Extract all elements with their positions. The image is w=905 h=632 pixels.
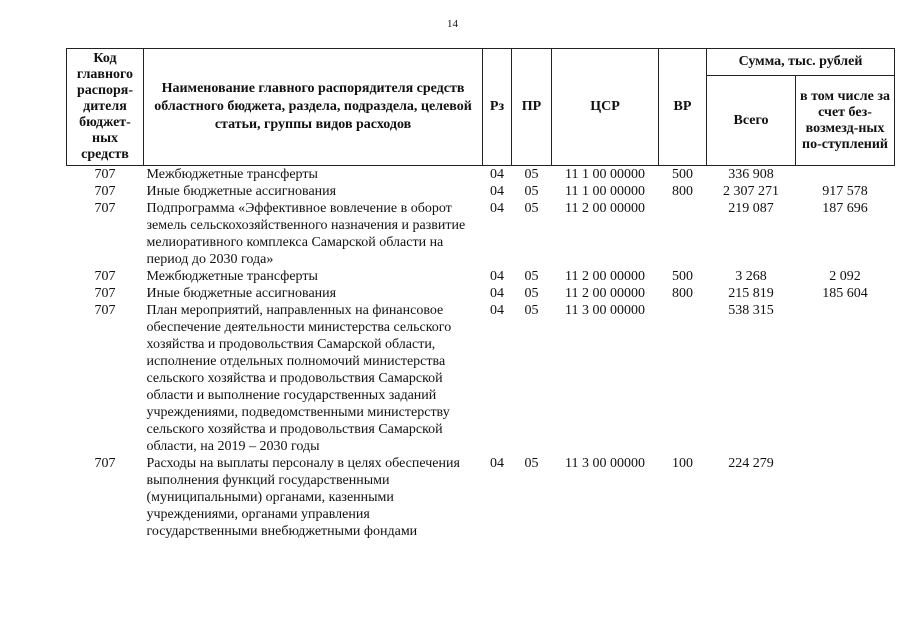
- cell-vr: [659, 302, 707, 455]
- table-row: [67, 183, 895, 200]
- cell-name: Подпрограмма «Эффективное вовлечение в оборот земель сельскохозяйственного назначения и развитие мелиоративного комплекса Самарской области на период до 2030 года»: [146, 201, 466, 267]
- cell-pr: 05: [524, 201, 539, 216]
- page-number: 14: [447, 18, 458, 30]
- cell-rz: 04: [490, 286, 504, 301]
- cell-code: 707: [94, 303, 116, 318]
- cell-csr: 11 2 00 00000: [565, 286, 645, 301]
- header-rz: Рз: [483, 49, 512, 166]
- table-row: [67, 268, 895, 285]
- table-row: [67, 285, 895, 302]
- cell-pr: 05: [524, 184, 539, 199]
- cell-free: [796, 302, 895, 455]
- cell-free: 2 092: [829, 269, 861, 284]
- header-name: Наименование главного распорядителя средств областного бюджета, раздела, подраздела, целевой статьи, группы видов расходов: [144, 49, 483, 166]
- cell-vr: 100: [672, 456, 693, 471]
- cell-code: 707: [94, 456, 116, 471]
- cell-free: [796, 455, 895, 540]
- header-sum-group: Сумма, тыс. рублей: [707, 49, 895, 76]
- table-body: [67, 166, 895, 541]
- header-free: в том числе за счет без-возмезд-ных по-ступлений: [796, 76, 895, 166]
- table-row: [67, 166, 895, 184]
- cell-vr: 800: [672, 184, 693, 199]
- header-code: Код главного распоря-дителя бюджет-ных средств: [67, 49, 144, 166]
- cell-free: 187 696: [822, 201, 868, 216]
- cell-total: 2 307 271: [723, 184, 779, 199]
- cell-csr: 11 1 00 00000: [565, 184, 645, 199]
- cell-pr: 05: [524, 456, 539, 471]
- cell-total: 336 908: [728, 167, 774, 182]
- cell-name: Межбюджетные трансферты: [146, 269, 318, 284]
- cell-name: Иные бюджетные ассигнования: [146, 286, 337, 301]
- cell-name: Расходы на выплаты персоналу в целях обеспечения выполнения функций государственными (муниципальными) органами, казенными учреждениями, органами управления государственными внебюджетными фондами: [146, 456, 460, 539]
- cell-total: 3 268: [735, 269, 767, 284]
- cell-pr: 05: [524, 167, 539, 182]
- cell-total: 219 087: [728, 201, 774, 216]
- cell-code: 707: [94, 201, 116, 216]
- cell-code: 707: [94, 269, 116, 284]
- cell-pr: 05: [524, 286, 539, 301]
- cell-name: Межбюджетные трансферты: [146, 167, 318, 182]
- cell-vr: 800: [672, 286, 693, 301]
- cell-csr: 11 1 00 00000: [565, 167, 645, 182]
- table-row: [67, 200, 895, 268]
- header-total: Всего: [707, 76, 796, 166]
- cell-total: 215 819: [728, 286, 774, 301]
- header-vr: ВР: [659, 49, 707, 166]
- cell-total: 224 279: [728, 456, 774, 471]
- table-row: [67, 455, 895, 540]
- table-row: [67, 302, 895, 455]
- cell-vr: 500: [672, 167, 693, 182]
- cell-code: 707: [94, 167, 116, 182]
- cell-rz: 04: [490, 184, 504, 199]
- cell-rz: 04: [490, 303, 504, 318]
- cell-csr: 11 2 00 00000: [565, 269, 645, 284]
- cell-rz: 04: [490, 456, 504, 471]
- cell-free: [796, 166, 895, 184]
- budget-table: [66, 48, 895, 540]
- cell-csr: 11 3 00 00000: [565, 303, 645, 318]
- table-header: [67, 49, 895, 166]
- cell-name: План мероприятий, направленных на финансовое обеспечение деятельности министерства сельского хозяйства и продовольствия Самарской области, исполнение отдельных полномочий министерства сельского хозяйства и продовольствия Самарской области и выполнение государственных заданий учреждениями, подведомственными министерству сельского хозяйства и продовольствия Самарской области, на 2019 – 2030 годы: [146, 303, 452, 454]
- cell-pr: 05: [524, 303, 539, 318]
- cell-csr: 11 3 00 00000: [565, 456, 645, 471]
- cell-free: 917 578: [822, 184, 868, 199]
- cell-csr: 11 2 00 00000: [565, 201, 645, 216]
- header-csr: ЦСР: [552, 49, 659, 166]
- cell-code: 707: [94, 286, 116, 301]
- cell-name: Иные бюджетные ассигнования: [146, 184, 337, 199]
- cell-free: 185 604: [822, 286, 868, 301]
- cell-vr: 500: [672, 269, 693, 284]
- cell-rz: 04: [490, 201, 504, 216]
- cell-code: 707: [94, 184, 116, 199]
- cell-rz: 04: [490, 269, 504, 284]
- header-pr: ПР: [512, 49, 552, 166]
- cell-vr: [659, 200, 707, 268]
- cell-pr: 05: [524, 269, 539, 284]
- cell-total: 538 315: [728, 303, 774, 318]
- cell-rz: 04: [490, 167, 504, 182]
